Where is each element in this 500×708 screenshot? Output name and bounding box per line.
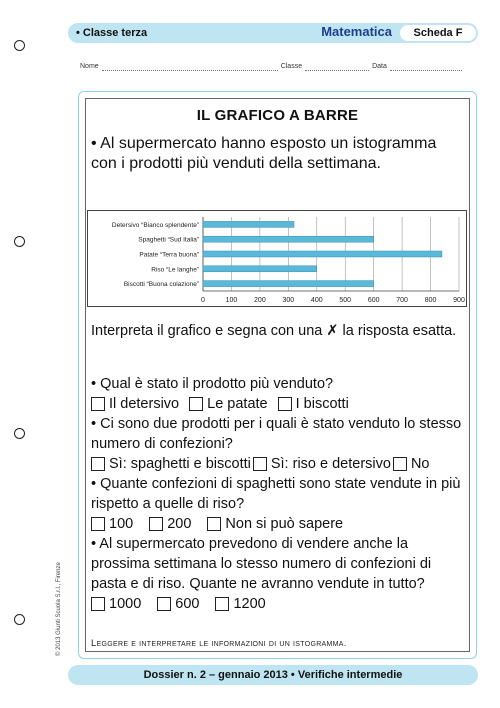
footer-band xyxy=(68,665,478,685)
copyright-notice: © 2013 Giunti Scuola S.r.l., Firenze xyxy=(56,562,62,656)
date-label: Data xyxy=(372,63,387,70)
option-label: 100 xyxy=(109,516,134,532)
bar xyxy=(203,266,317,272)
binder-hole xyxy=(14,236,25,247)
x-tick-label: 500 xyxy=(339,297,352,304)
answer-checkbox[interactable] xyxy=(91,597,105,611)
option-label: Sì: spaghetti e biscotti xyxy=(109,456,251,472)
header-band xyxy=(68,23,478,43)
category-label: Riso “Le langhe” xyxy=(151,266,199,274)
bar xyxy=(203,281,374,287)
date-field[interactable] xyxy=(390,63,462,71)
question-text: • Al supermercato prevedono di vendere anche la prossima settimana lo stesso numero di confezioni di pasta e di riso. Quante ne avranno vendute in tutto? xyxy=(91,536,432,592)
answer-checkbox[interactable] xyxy=(215,597,229,611)
class-field[interactable] xyxy=(305,63,369,71)
x-tick-label: 900 xyxy=(453,297,465,304)
category-label: Biscotti “Buona colazione” xyxy=(123,281,199,289)
option-label: 1000 xyxy=(109,596,142,612)
name-field[interactable] xyxy=(102,63,278,71)
x-tick-label: 700 xyxy=(396,297,408,304)
question-text: • Qual è stato il prodotto più venduto? xyxy=(91,376,334,392)
question-3 xyxy=(91,474,467,534)
subject-title: Matematica xyxy=(321,24,392,39)
x-tick-label: 600 xyxy=(367,297,380,304)
answer-checkbox[interactable] xyxy=(91,397,105,411)
bar xyxy=(203,221,294,227)
bar xyxy=(203,236,374,242)
answer-checkbox[interactable] xyxy=(189,397,203,411)
x-tick-label: 100 xyxy=(225,297,238,304)
option-label: Non si può sapere xyxy=(225,516,344,532)
x-tick-label: 300 xyxy=(282,297,295,304)
bar-chart xyxy=(87,210,467,307)
question-text: • Quante confezioni di spaghetti sono state vendute in più rispetto a quelle di riso? xyxy=(91,476,461,512)
task-instruction: Interpreta il grafico e segna con una ✗ la risposta esatta. xyxy=(91,323,457,339)
option-label: 600 xyxy=(175,596,200,612)
exercise-card xyxy=(78,91,477,659)
answer-checkbox[interactable] xyxy=(91,457,105,471)
exercise-title: IL GRAFICO A BARRE xyxy=(196,107,359,124)
student-info-row xyxy=(80,63,476,71)
option-label: Il detersivo xyxy=(109,396,180,412)
answer-checkbox[interactable] xyxy=(278,397,292,411)
option-label: 1200 xyxy=(233,596,266,612)
answer-checkbox[interactable] xyxy=(253,457,267,471)
option-label: No xyxy=(410,456,430,472)
answer-checkbox[interactable] xyxy=(393,457,407,471)
class-label: • Classe terza xyxy=(76,27,148,39)
answer-checkbox[interactable] xyxy=(91,517,105,531)
option-label: I biscotti xyxy=(295,396,349,412)
question-4 xyxy=(91,534,467,614)
binder-hole xyxy=(14,428,25,439)
category-label: Detersivo “Bianco splendente” xyxy=(111,221,199,229)
intro-text: • Al supermercato hanno esposto un istogramma con i prodotti più venduti della settimana. xyxy=(91,135,437,172)
option-label: Le patate xyxy=(207,396,268,412)
answer-checkbox[interactable] xyxy=(157,597,171,611)
x-tick-label: 0 xyxy=(201,297,205,304)
learning-objective: Leggere e interpretare le informazioni di un istogramma. xyxy=(91,638,347,649)
bar xyxy=(203,251,442,257)
bar-chart-svg xyxy=(88,211,468,308)
category-label: Patate “Terra buona” xyxy=(139,251,199,259)
class-field-label: Classe xyxy=(280,63,303,70)
option-label: Sì: riso e detersivo xyxy=(270,456,391,472)
sheet-label: Scheda F xyxy=(400,25,476,41)
footer-text: Dossier n. 2 – gennaio 2013 • Verifiche intermedie xyxy=(143,669,403,681)
binder-hole xyxy=(14,40,25,51)
x-tick-label: 800 xyxy=(424,297,437,304)
x-tick-label: 200 xyxy=(254,297,266,304)
name-label: Nome xyxy=(80,63,99,70)
category-label: Spaghetti “Sud Italia” xyxy=(138,236,199,244)
question-1 xyxy=(91,374,467,414)
option-label: 200 xyxy=(167,516,192,532)
answer-checkbox[interactable] xyxy=(207,517,221,531)
answer-checkbox[interactable] xyxy=(149,517,163,531)
question-text: • Ci sono due prodotti per i quali è stato venduto lo stesso numero di confezioni? xyxy=(91,416,462,452)
question-2 xyxy=(91,414,467,474)
binder-hole xyxy=(14,614,25,625)
x-tick-label: 400 xyxy=(310,297,323,304)
